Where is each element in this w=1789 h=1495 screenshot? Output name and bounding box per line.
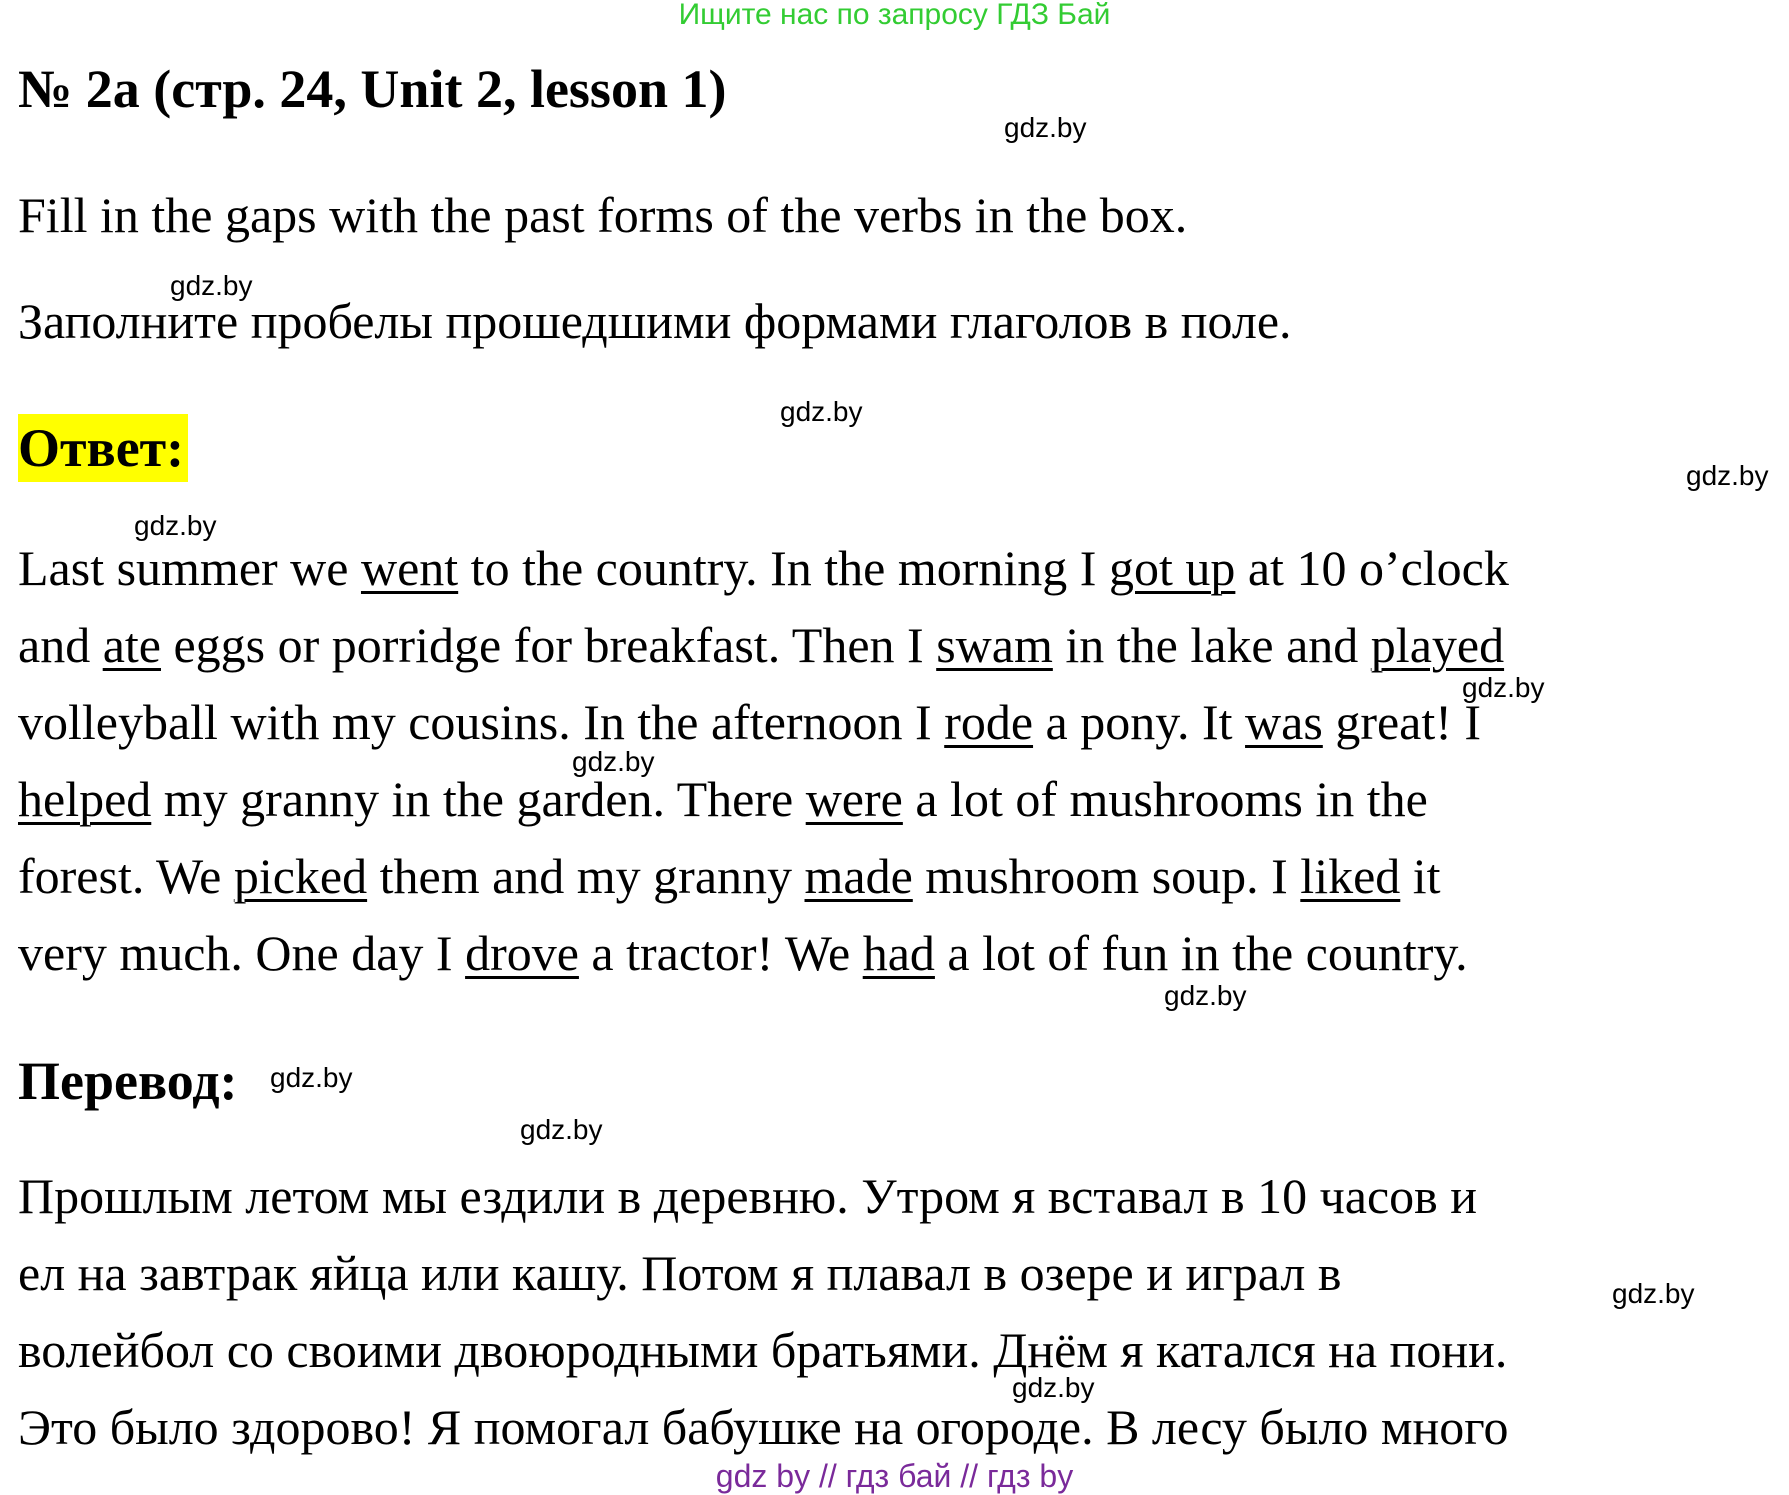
translation-line: ел на завтрак яйца или кашу. Потом я плавал в озере и играл в [18,1245,1342,1301]
verb-were: were [805,771,903,827]
verb-was: was [1245,694,1323,750]
answer-line-2: and ate eggs or porridge for breakfast. Then I swam in the lake and played [18,617,1505,673]
verb-made: made [804,848,913,904]
verb-rode: rode [944,694,1034,750]
watermark: gdz.by [1462,672,1545,703]
task-russian: Заполните пробелы прошедшими формами глаголов в поле. [18,293,1292,349]
watermark: gdz.by [572,746,655,777]
translation-line: волейбол со своими двоюродными братьями. Днём я катался на пони. [18,1322,1508,1378]
translation-line: Это было здорово! Я помогал бабушке на огороде. В лесу было много [18,1399,1509,1455]
translation-line: Прошлым летом мы ездили в деревню. Утром я вставал в 10 часов и [18,1168,1478,1224]
watermark: gdz.by [270,1062,353,1093]
verb-ate: ate [102,617,161,673]
watermark: gdz.by [1612,1278,1695,1309]
verb-went: went [360,540,459,596]
answer-line-3: volleyball with my cousins. In the afternoon I rode a pony. It was great! I [18,694,1482,750]
verb-swam: swam [936,617,1053,673]
verb-picked: picked [233,848,368,904]
verb-played: played [1370,617,1505,673]
watermark: gdz.by [1004,112,1087,143]
verb-had: had [862,925,935,981]
verb-helped: helped [18,771,152,827]
footer-watermark: gdz by // гдз бай // гдз by [715,1458,1074,1494]
watermark: gdz.by [134,510,217,541]
translation-paragraph [18,1158,1509,1466]
watermark: gdz.by [520,1114,603,1145]
watermark: gdz.by [1012,1372,1095,1403]
verb-drove: drove [465,925,579,981]
translation-label: Перевод: [18,1051,238,1111]
task-english: Fill in the gaps with the past forms of the verbs in the box. [18,187,1188,243]
watermark: gdz.by [1164,980,1247,1011]
answer-line-4: helped my granny in the garden. There were a lot of mushrooms in the [18,771,1428,827]
verb-got-up: got up [1108,540,1236,596]
verb-liked: liked [1300,848,1401,904]
watermark: gdz.by [170,270,253,301]
answer-label: Ответ: [18,414,188,482]
answer-paragraph [18,530,1509,992]
watermark: gdz.by [780,396,863,427]
watermark: gdz.by [1686,460,1769,491]
answer-line-1: Last summer we went to the country. In the morning I got up at 10 o’clock [18,540,1509,596]
page-title: № 2a (стр. 24, Unit 2, lesson 1) [18,59,727,119]
answer-line-6: very much. One day I drove a tractor! We had a lot of fun in the country. [18,925,1468,981]
search-banner: Ищите нас по запросу ГДЗ Бай [678,0,1111,31]
answer-line-5: forest. We picked them and my granny made mushroom soup. I liked it [18,848,1441,904]
